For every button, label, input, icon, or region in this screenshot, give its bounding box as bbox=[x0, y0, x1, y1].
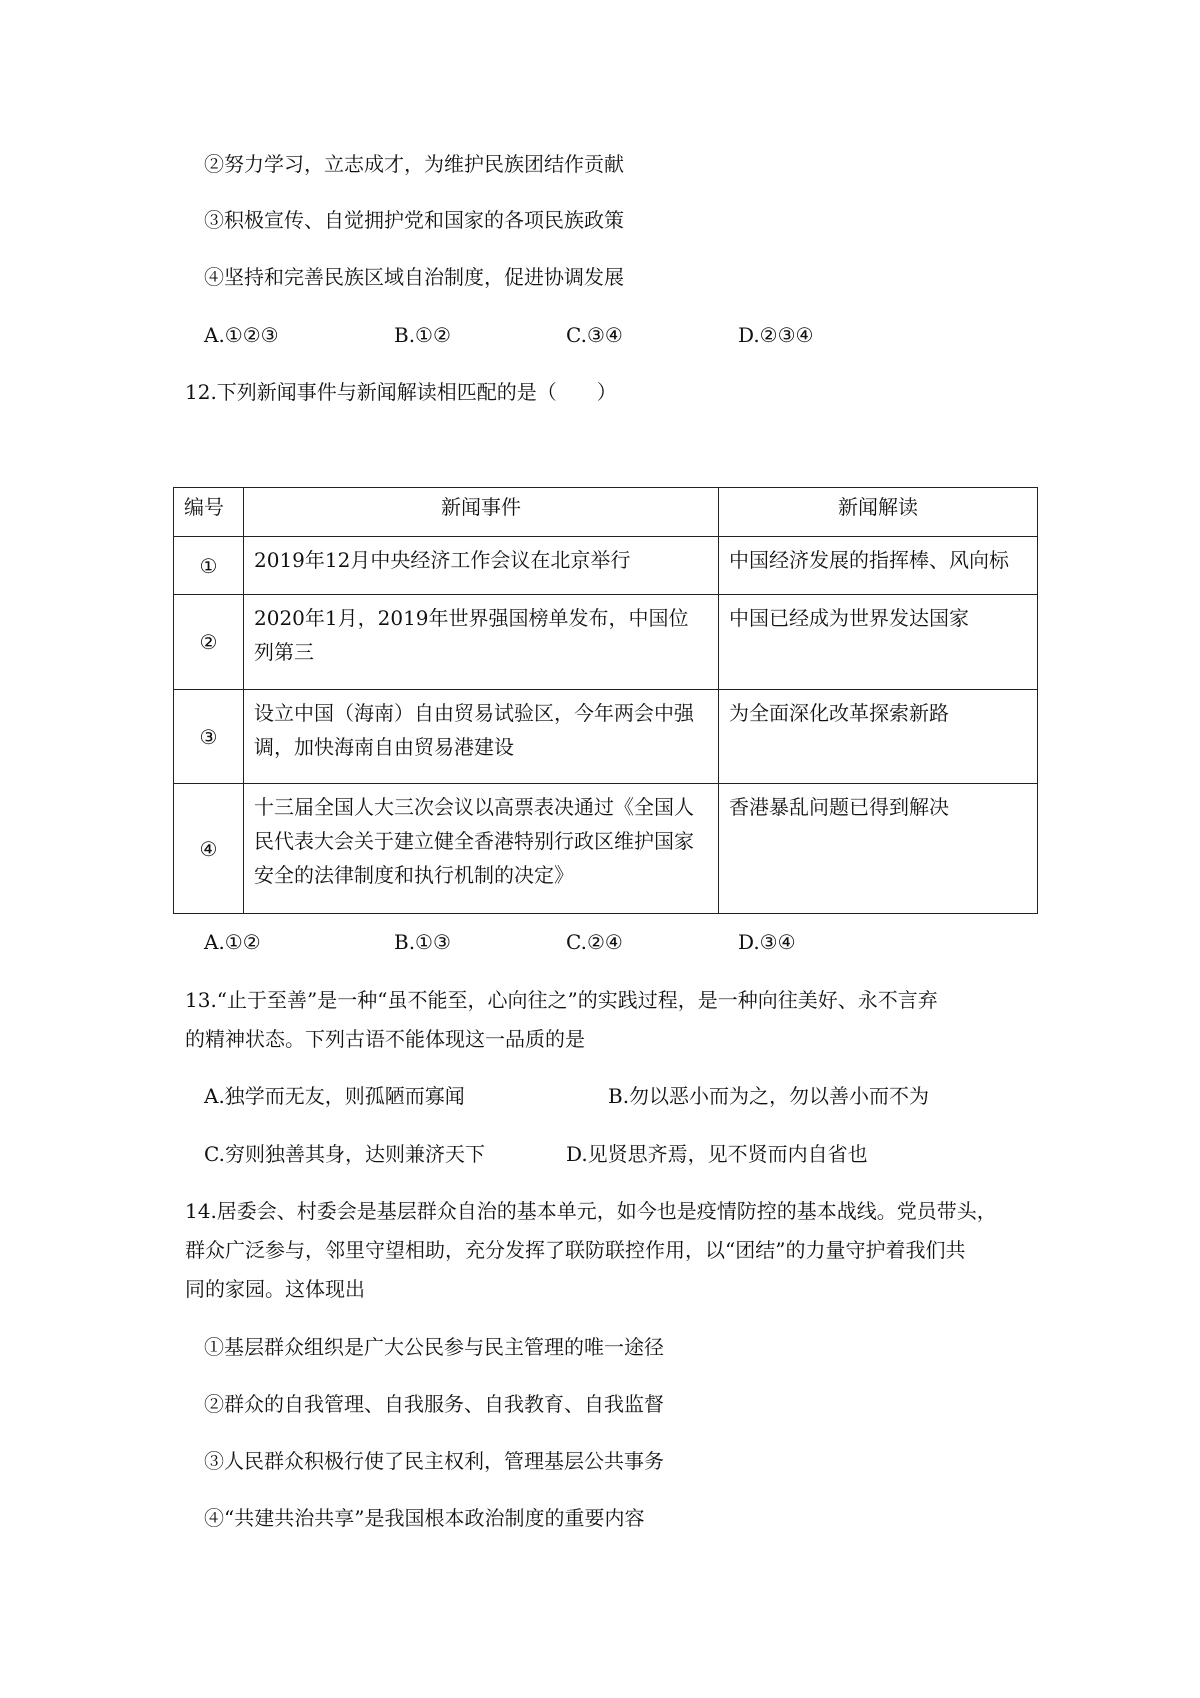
table-row bbox=[174, 595, 1038, 690]
row-reading: 中国已经成为世界发达国家 bbox=[719, 595, 1038, 690]
q14-item-3: ③人民群众积极行使了民主权利，管理基层公共事务 bbox=[204, 1449, 664, 1473]
row-event: 2019年12月中央经济工作会议在北京举行 bbox=[244, 537, 719, 595]
row-reading: 中国经济发展的指挥棒、风向标 bbox=[719, 537, 1038, 595]
q14-stem-line1: 14.居委会、村委会是基层群众自治的基本单元，如今也是疫情防控的基本战线。党员带头， bbox=[185, 1199, 997, 1223]
q14-item-4: ④“共建共治共享”是我国根本政治制度的重要内容 bbox=[204, 1506, 645, 1530]
q11-item-2: ②努力学习，立志成才，为维护民族团结作贡献 bbox=[204, 152, 624, 176]
q12-option-c: C.②④ bbox=[566, 930, 623, 954]
header-event: 新闻事件 bbox=[244, 488, 719, 537]
q13-stem-line2: 的精神状态。下列古语不能体现这一品质的是 bbox=[185, 1027, 585, 1051]
header-reading: 新闻解读 bbox=[719, 488, 1038, 537]
row-reading: 香港暴乱问题已得到解决 bbox=[719, 784, 1038, 914]
header-number: 编号 bbox=[174, 488, 244, 537]
row-event: 设立中国（海南）自由贸易试验区，今年两会中强调，加快海南自由贸易港建设 bbox=[244, 690, 719, 784]
q14-item-1: ①基层群众组织是广大公民参与民主管理的唯一途径 bbox=[204, 1335, 664, 1359]
q13-option-b: B.勿以恶小而为之，勿以善小而不为 bbox=[608, 1084, 930, 1108]
q14-item-2: ②群众的自我管理、自我服务、自我教育、自我监督 bbox=[204, 1392, 664, 1416]
row-event: 2020年1月，2019年世界强国榜单发布，中国位列第三 bbox=[244, 595, 719, 690]
q11-item-4: ④坚持和完善民族区域自治制度，促进协调发展 bbox=[204, 265, 624, 289]
table-row bbox=[174, 784, 1038, 914]
table-header-row bbox=[174, 488, 1038, 537]
q11-option-b: B.①② bbox=[394, 323, 451, 347]
q12-option-d: D.③④ bbox=[738, 930, 796, 954]
q12-stem: 12.下列新闻事件与新闻解读相匹配的是（ ） bbox=[185, 380, 617, 404]
q11-item-3: ③积极宣传、自觉拥护党和国家的各项民族政策 bbox=[204, 208, 624, 232]
q13-stem-line1: 13.“止于至善”是一种“虽不能至，心向往之”的实践过程，是一种向往美好、永不言弃 bbox=[185, 988, 938, 1012]
q12-option-a: A.①② bbox=[204, 930, 261, 954]
row-number: ③ bbox=[174, 690, 244, 784]
q12-option-b: B.①③ bbox=[394, 930, 451, 954]
table-row bbox=[174, 537, 1038, 595]
row-reading: 为全面深化改革探索新路 bbox=[719, 690, 1038, 784]
q13-option-a: A.独学而无友，则孤陋而寡闻 bbox=[204, 1084, 465, 1108]
row-number: ② bbox=[174, 595, 244, 690]
q11-option-d: D.②③④ bbox=[738, 323, 814, 347]
row-number: ① bbox=[174, 537, 244, 595]
q13-option-d: D.见贤思齐焉，见不贤而内自省也 bbox=[566, 1142, 868, 1166]
q14-stem-line3: 同的家园。这体现出 bbox=[185, 1277, 365, 1301]
q14-stem-line2: 群众广泛参与，邻里守望相助，充分发挥了联防联控作用，以“团结”的力量守护着我们共 bbox=[185, 1238, 966, 1262]
q11-option-c: C.③④ bbox=[566, 323, 623, 347]
q11-option-a: A.①②③ bbox=[204, 323, 279, 347]
table-row bbox=[174, 690, 1038, 784]
row-number: ④ bbox=[174, 784, 244, 914]
row-event: 十三届全国人大三次会议以高票表决通过《全国人民代表大会关于建立健全香港特别行政区维护国家安全的法律制度和执行机制的决定》 bbox=[244, 784, 719, 914]
q13-option-c: C.穷则独善其身，达则兼济天下 bbox=[204, 1142, 485, 1166]
news-table bbox=[173, 487, 1038, 914]
